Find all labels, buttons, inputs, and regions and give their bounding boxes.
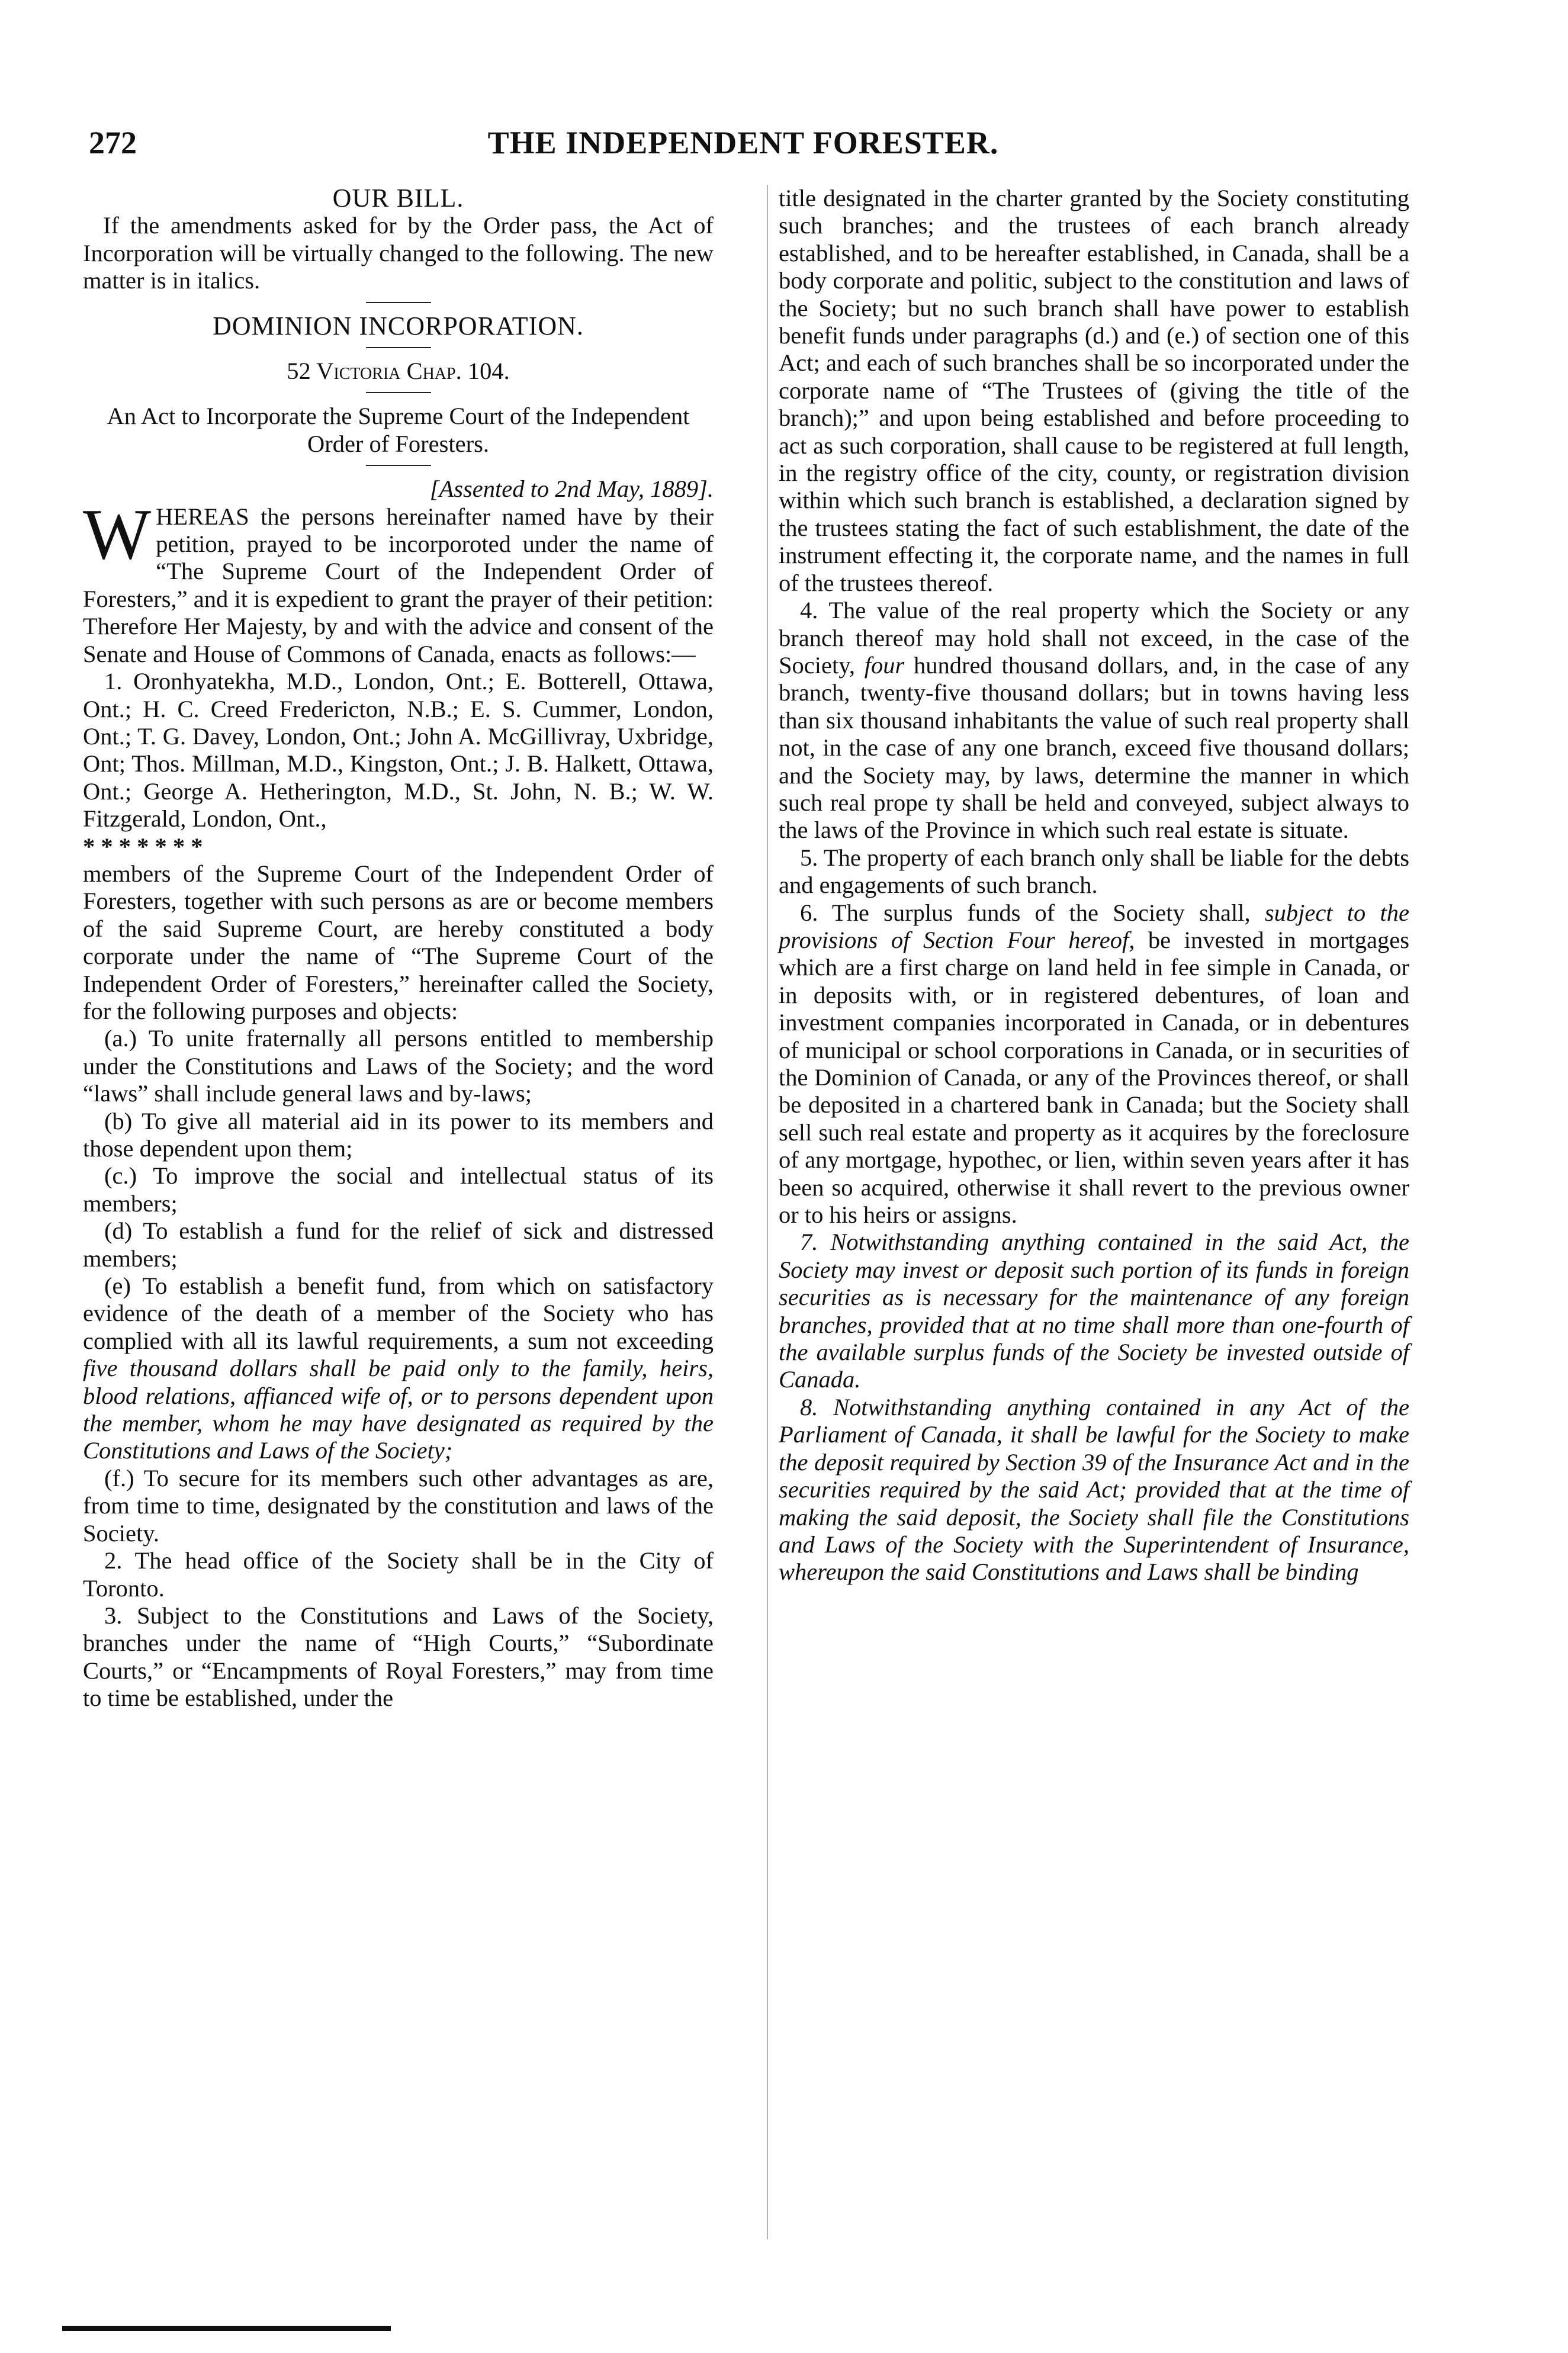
omission-stars: * * * * * * * (83, 832, 203, 860)
preamble-text: HEREAS the persons hereinafter named have by their petition, prayed to be incorporoted under the name of “The Supreme Court of the Independent Order of Foresters,” and it is expedient to grant the prayer of their petition: Therefore Her Majesty, by and with the advice and consent of the Senate and House of Commons of Canada, enacts as follows:— (83, 503, 714, 667)
section-4-rest: hundred thousand dollars, and, in the case of any branch, twenty-five thousand dollars; but in towns having less than six thousand inhabitants the value of such real property shall not, in the case of any one branch, exceed five thousand dollars; and the Society may, by laws, determine the manner in which such real prope ty shall be held and conveyed, subject always to the laws of the Province in which such real estate is situate. (779, 651, 1409, 844)
purpose-f: (f.) To secure for its members such other advantages as are, from time to time, designated by the constitution and laws of the Society. (83, 1464, 714, 1547)
section-4-new-matter: four (864, 651, 905, 679)
section-4 (779, 597, 1409, 844)
purpose-b: (b) To give all material aid in its power to its members and those dependent upon them; (83, 1107, 714, 1162)
section-5: 5. The property of each branch only shall be liable for the debts and engagements of such branch. (779, 844, 1409, 899)
purpose-e-text: (e) To establish a benefit fund, from which on satisfactory evidence of the death of a member of the Society who has complied with all its lawful requirements, a sum not exceeding (83, 1272, 714, 1354)
column-divider (767, 185, 768, 2239)
section-8: 8. Notwithstanding anything contained in any Act of the Parliament of Canada, it shall be lawful for the Society to make the deposit required by Section 39 of the Insurance Act and in the securities required by the said Act; provided that at the time of making the said deposit, the Society shall file the Constitutions and Laws of the Society with the Superintendent of Insurance, whereupon the said Constitutions and Laws shall be binding (779, 1393, 1409, 1586)
section-rule (366, 392, 431, 393)
section-rule (366, 347, 431, 348)
running-title: THE INDEPENDENT FORESTER. (487, 125, 999, 160)
section-6-text: 6. The surplus funds of the Society shall, (800, 899, 1265, 926)
section-7: 7. Notwithstanding anything contained in the said Act, the Society may invest or deposit such portion of its funds in foreign securities as is necessary for the maintenance of any foreign branches, provided that at no time shall more than one-fourth of the available surplus funds of the Society be invested outside of Canada. (779, 1229, 1409, 1393)
preamble (83, 503, 714, 668)
dominion-heading: DOMINION INCORPORATION. (213, 311, 584, 340)
section-3-continued: title designated in the charter granted by the Society constituting such branches; and the trustees of each branch already established, and to be hereafter established, in Canada, shall be a body corporate and politic, subject to the constitution and laws of the Society; but no such branch shall have power to establish benefit funds under paragraphs (d.) and (e.) of section one of this Act; and each of such branches shall be so incorporated under the corporate name of “The Trustees of (giving the title of the branch);” and upon being established and before proceeding to act as such corporation, shall cause to be registered at full length, in the registry office of the city, county, or registration division within which such branch is established, a declaration signed by the trustees stating the fact of such establishment, the date of the instrument effecting it, the corporate name, and the names in full of the trustees thereof. (779, 185, 1409, 596)
purpose-e (83, 1272, 714, 1465)
section-6-new-matter: subject to the provisions of Section Four hereof, (779, 899, 1409, 953)
victoria-chapter: 52 Victoria Chap. 104. (287, 358, 510, 385)
our-bill-intro: If the amendments asked for by the Order pass, the Act of Incorporation will be virtually changed to the following. The new matter is in italics. (83, 212, 714, 294)
purpose-a: (a.) To unite fraternally all persons entitled to membership under the Constitutions and Laws of the Society; and the word “laws” shall include general laws and by-laws; (83, 1025, 714, 1107)
section-3: 3. Subject to the Constitutions and Laws of the Society, branches under the name of “High Courts,” “Subordinate Courts,” or “Encampments of Royal Foresters,” may from time to time be established, under the (83, 1602, 714, 1712)
section-6-rest: be invested in mortgages which are a first charge on land held in fee simple in Canada, or in deposits with, or in registered debentures, of loan and investment companies incorporated in Canada, or in debentures of municipal or school corporations in Canada, or in securities of the Dominion of Canada, or any of the Provinces thereof, or shall be deposited in a chartered bank in Canada; but the Society shall sell such real estate and property as it acquires by the foreclosure of any mortgage, hypothec, or lien, within seven years after it has been so acquired, otherwise it shall revert to the previous owner or to his heirs or assigns. (779, 926, 1409, 1229)
page-number: 272 (89, 125, 137, 160)
drop-cap: W (83, 503, 152, 574)
section-6 (779, 899, 1409, 1229)
members-clause: members of the Supreme Court of the Independent Order of Foresters, together with such persons as are or become members of the said Supreme Court, are hereby constituted a body corporate under the name of “The Supreme Court of the Independent Order of Foresters,” hereinafter called the Society, for the following purposes and objects: (83, 860, 714, 1024)
section-2: 2. The head office of the Society shall be in the City of Toronto. (83, 1547, 714, 1602)
section-1: 1. Oronhyatekha, M.D., London, Ont.; E. Botterell, Ottawa, Ont.; H. C. Creed Fredericton, N.B.; E. S. Cummer, London, Ont.; T. G. Davey, London, Ont.; John A. McGillivray, Uxbridge, Ont; Thos. Millman, M.D., Kingston, Ont.; J. B. Halkett, Ottawa, Ont.; George A. Hetherington, M.D., St. John, N. B.; W. W. Fitzgerald, London, Ont., (83, 668, 714, 832)
left-column (83, 185, 714, 1712)
page-header (89, 124, 1397, 162)
bottom-rule (62, 2326, 391, 2331)
purpose-d: (d) To establish a fund for the relief of sick and distressed members; (83, 1217, 714, 1272)
right-column (779, 185, 1409, 1586)
section-rule (366, 465, 431, 466)
purpose-c: (c.) To improve the social and intellectual status of its members; (83, 1162, 714, 1217)
purpose-e-new-matter: five thousand dollars shall be paid only to the family, heirs, blood relations, affianced wife of, or to persons dependent upon the member, whom he may have designated as required by the Constitutions and Laws of the Society; (83, 1355, 714, 1464)
section-rule (366, 302, 431, 303)
assented-date: [Assented to 2nd May, 1889]. (429, 475, 714, 503)
act-title: An Act to Incorporate the Supreme Court of the Independent Order of Foresters. (107, 403, 690, 457)
section-4-text: 4. The value of the real property which the Society or any branch thereof may hold shall not exceed, in the case of the Society, (779, 597, 1409, 679)
our-bill-heading: OUR BILL. (332, 184, 464, 213)
